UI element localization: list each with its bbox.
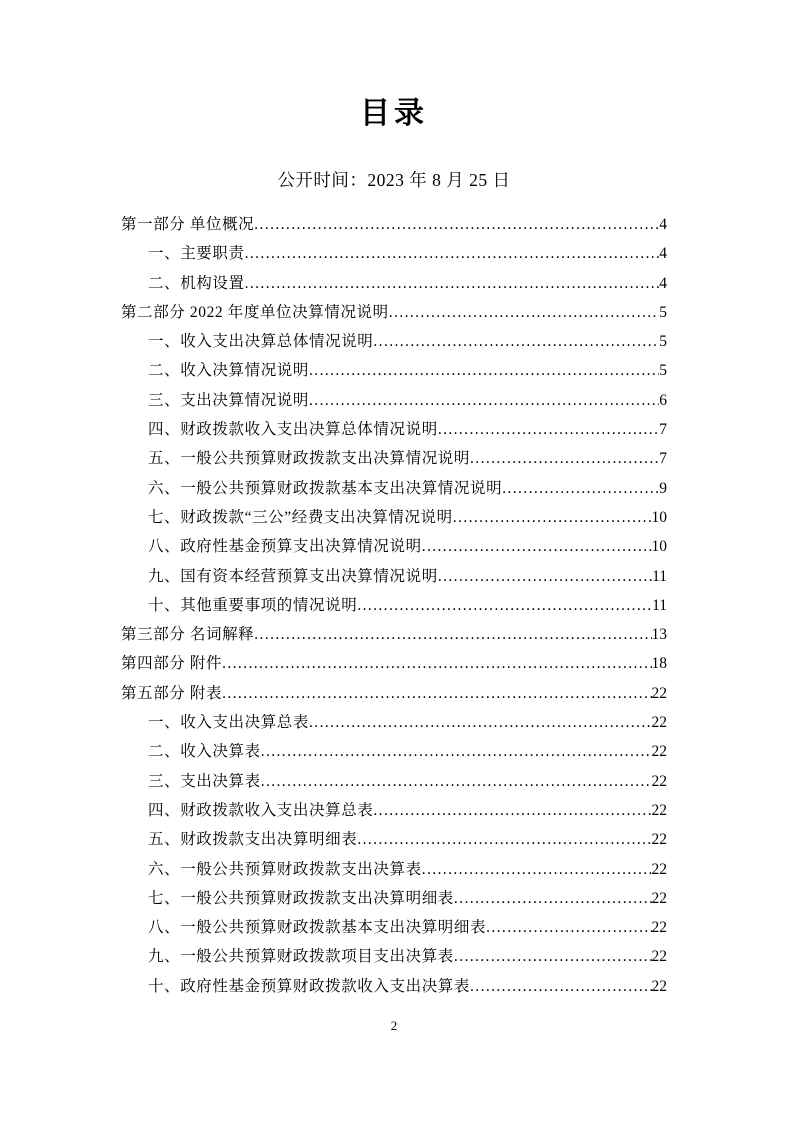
- toc-entry-label: 三、支出决算情况说明: [148, 391, 310, 409]
- toc-entry-page: 22: [651, 801, 667, 819]
- toc-entry-label: 二、收入决算表: [148, 743, 261, 761]
- toc-entry: [121, 386, 667, 415]
- toc-dot-leader: [222, 679, 651, 708]
- toc-entry-label: 五、财政拨款支出决算明细表: [148, 831, 358, 849]
- toc-entry-page: 5: [659, 333, 667, 351]
- toc-entry: [121, 532, 667, 561]
- toc-entry: [121, 356, 667, 385]
- toc-entry-page: 5: [659, 303, 667, 321]
- toc-entry: [121, 620, 667, 649]
- toc-entry: [121, 913, 667, 942]
- toc-entry-label: 四、财政拨款收入支出决算总表: [148, 801, 374, 819]
- page-title: 目录: [360, 97, 428, 130]
- toc-entry-page: 22: [651, 772, 667, 790]
- toc-entry-label: 第四部分 附件: [121, 655, 223, 673]
- toc-entry: [121, 210, 667, 239]
- toc-dot-leader: [357, 591, 652, 620]
- toc-entry-label: 四、财政拨款收入支出决算总体情况说明: [148, 421, 438, 439]
- toc-entry: [121, 942, 667, 971]
- toc-entry: [121, 503, 667, 532]
- toc-entry-page: 18: [651, 655, 667, 673]
- toc-dot-leader: [470, 444, 659, 473]
- toc-dot-leader: [309, 386, 659, 415]
- toc-entry-label: 第二部分 2022 年度单位决算情况说明: [121, 303, 389, 321]
- toc-dot-leader: [254, 210, 659, 239]
- toc-entry-page: 9: [659, 479, 667, 497]
- toc-entry: [121, 884, 667, 913]
- toc-entry-label: 一、收入支出决算总体情况说明: [148, 333, 374, 351]
- toc-entry-page: 22: [651, 831, 667, 849]
- toc-dot-leader: [373, 796, 651, 825]
- toc-entry-label: 九、国有资本经营预算支出决算情况说明: [148, 567, 438, 585]
- toc-entry-page: 4: [659, 216, 667, 233]
- toc-entry: [121, 327, 667, 356]
- toc-entry-page: 22: [651, 948, 667, 966]
- toc-entry-page: 22: [651, 889, 667, 907]
- toc-dot-leader: [453, 503, 652, 532]
- toc-entry-label: 十、其他重要事项的情况说明: [148, 596, 358, 614]
- toc-entry-label: 一、主要职责: [148, 245, 245, 263]
- toc-entry-page: 6: [659, 391, 667, 409]
- toc-dot-leader: [261, 737, 652, 766]
- toc-dot-leader: [245, 269, 660, 298]
- toc-entry-label: 一、收入支出决算总表: [148, 714, 310, 732]
- toc-entry: [121, 444, 667, 473]
- toc-entry-label: 八、一般公共预算财政拨款基本支出决算明细表: [148, 919, 487, 937]
- toc-entry: [121, 679, 667, 708]
- toc-entry-page: 22: [651, 977, 667, 995]
- toc-entry-label: 六、一般公共预算财政拨款支出决算表: [148, 860, 422, 878]
- toc-entry: [121, 474, 667, 503]
- toc-dot-leader: [309, 356, 659, 385]
- toc-dot-leader: [245, 239, 660, 268]
- toc-dot-leader: [222, 649, 651, 678]
- publish-time: 公开时间：2023 年 8 月 25 日: [277, 170, 511, 190]
- toc-dot-leader: [254, 620, 651, 649]
- toc-dot-leader: [357, 825, 651, 854]
- toc-dot-leader: [454, 942, 652, 971]
- toc-dot-leader: [309, 708, 651, 737]
- footer-page-number: 2: [390, 1018, 398, 1034]
- toc-entry-page: 22: [651, 743, 667, 761]
- toc-entry-label: 八、政府性基金预算支出决算情况说明: [148, 538, 422, 556]
- toc-entry-page: 10: [651, 508, 667, 526]
- toc-list: [121, 210, 667, 1001]
- toc-entry: [121, 239, 667, 268]
- toc-entry: [121, 767, 667, 796]
- toc-entry-page: 22: [651, 919, 667, 937]
- toc-entry-page: 11: [652, 596, 667, 614]
- toc-entry: [121, 649, 667, 678]
- toc-entry: [121, 298, 667, 327]
- toc-entry-page: 22: [651, 684, 667, 702]
- toc-dot-leader: [438, 562, 652, 591]
- toc-entry-label: 七、财政拨款“三公”经费支出决算情况说明: [148, 508, 453, 526]
- toc-entry-page: 10: [651, 538, 667, 556]
- toc-entry-label: 第五部分 附表: [121, 684, 223, 702]
- toc-entry-label: 九、一般公共预算财政拨款项目支出决算表: [148, 948, 454, 966]
- toc-entry: [121, 269, 667, 298]
- toc-entry-page: 5: [659, 362, 667, 380]
- toc-entry: [121, 737, 667, 766]
- toc-dot-leader: [438, 415, 659, 444]
- toc-entry: [121, 825, 667, 854]
- toc-dot-leader: [261, 767, 652, 796]
- toc-entry-label: 七、一般公共预算财政拨款支出决算明细表: [148, 889, 454, 907]
- toc-entry-page: 13: [651, 626, 667, 644]
- toc-entry-label: 十、政府性基金预算财政拨款收入支出决算表: [148, 977, 471, 995]
- toc-entry-label: 五、一般公共预算财政拨款支出决算情况说明: [148, 450, 471, 468]
- toc-entry-page: 22: [651, 714, 667, 732]
- toc-dot-leader: [373, 327, 659, 356]
- toc-entry: [121, 855, 667, 884]
- toc-entry-label: 二、机构设置: [148, 274, 245, 292]
- toc-dot-leader: [422, 532, 652, 561]
- toc-dot-leader: [389, 298, 659, 327]
- toc-dot-leader: [470, 972, 651, 1001]
- toc-dot-leader: [454, 884, 652, 913]
- toc-entry-label: 二、收入决算情况说明: [148, 362, 310, 380]
- toc-dot-leader: [502, 474, 659, 503]
- toc-entry: [121, 591, 667, 620]
- toc-entry-page: 22: [651, 860, 667, 878]
- toc-entry-label: 第一部分 单位概况: [121, 216, 255, 233]
- toc-dot-leader: [486, 913, 651, 942]
- toc-entry-page: 4: [659, 274, 667, 292]
- toc-entry: [121, 972, 667, 1001]
- toc-entry-label: 六、一般公共预算财政拨款基本支出决算情况说明: [148, 479, 503, 497]
- toc-entry: [121, 796, 667, 825]
- toc-entry-page: 7: [659, 450, 667, 468]
- toc-entry: [121, 415, 667, 444]
- toc-entry: [121, 562, 667, 591]
- toc-entry-page: 11: [652, 567, 667, 585]
- toc-entry-page: 7: [659, 421, 667, 439]
- toc-entry-page: 4: [659, 245, 667, 263]
- toc-entry-label: 第三部分 名词解释: [121, 626, 255, 644]
- toc-entry: [121, 708, 667, 737]
- toc-dot-leader: [422, 855, 652, 884]
- toc-entry-label: 三、支出决算表: [148, 772, 261, 790]
